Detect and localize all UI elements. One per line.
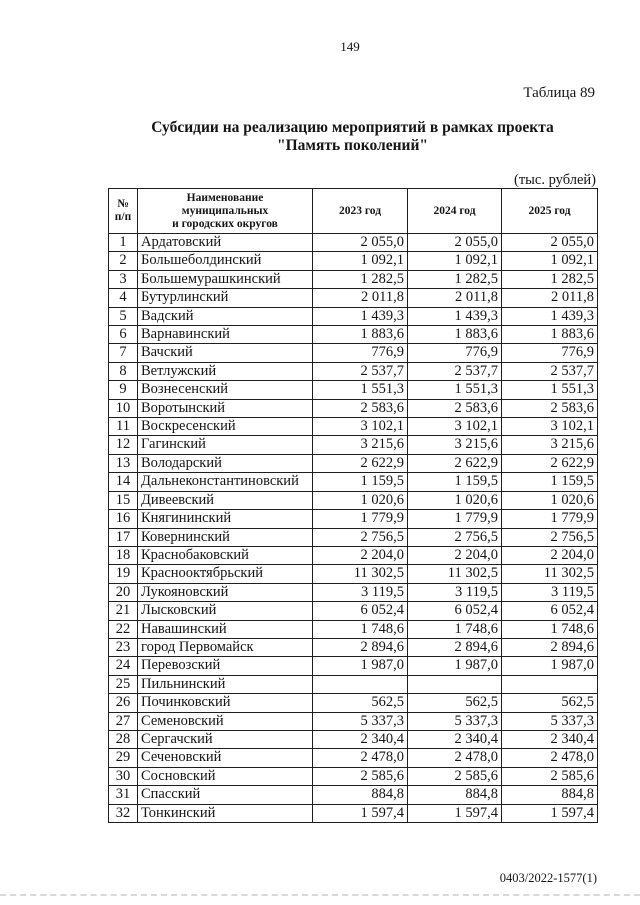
header-2024: 2024 год bbox=[408, 189, 502, 234]
cell-2024: 1 597,4 bbox=[408, 804, 502, 822]
cell-number: 26 bbox=[109, 694, 138, 712]
cell-2023: 5 337,3 bbox=[313, 712, 408, 730]
cell-2025: 3 102,1 bbox=[502, 418, 598, 436]
cell-2023: 2 011,8 bbox=[313, 289, 408, 307]
cell-2023: 2 894,6 bbox=[313, 638, 408, 656]
table-row bbox=[109, 694, 598, 712]
cell-2024: 2 894,6 bbox=[408, 638, 502, 656]
cell-2023: 1 551,3 bbox=[313, 381, 408, 399]
cell-2025: 1 020,6 bbox=[502, 491, 598, 509]
cell-2024: 3 215,6 bbox=[408, 436, 502, 454]
cell-district-name: Большемурашкинский bbox=[138, 270, 313, 288]
cell-2024: 1 883,6 bbox=[408, 326, 502, 344]
header-district-name bbox=[138, 189, 313, 234]
cell-2023: 1 439,3 bbox=[313, 307, 408, 325]
cell-2023: 2 583,6 bbox=[313, 399, 408, 417]
cell-2025: 6 052,4 bbox=[502, 602, 598, 620]
table-row bbox=[109, 657, 598, 675]
cell-district-name: Краснооктябрьский bbox=[138, 565, 313, 583]
cell-district-name: Ковернинский bbox=[138, 528, 313, 546]
cell-district-name: Перевозский bbox=[138, 657, 313, 675]
table-row bbox=[109, 418, 598, 436]
cell-number: 15 bbox=[109, 491, 138, 509]
cell-number: 24 bbox=[109, 657, 138, 675]
cell-district-name: Лысковский bbox=[138, 602, 313, 620]
cell-2024: 1 551,3 bbox=[408, 381, 502, 399]
table-row bbox=[109, 804, 598, 822]
cell-2025: 3 215,6 bbox=[502, 436, 598, 454]
cell-number: 28 bbox=[109, 730, 138, 748]
table-row bbox=[109, 344, 598, 362]
cell-2023: 1 159,5 bbox=[313, 473, 408, 491]
header-name-line-2: муниципальных bbox=[181, 204, 269, 217]
cell-2025: 2 585,6 bbox=[502, 767, 598, 785]
cell-district-name: Сергачский bbox=[138, 730, 313, 748]
table-row bbox=[109, 326, 598, 344]
table-row bbox=[109, 583, 598, 601]
cell-2024 bbox=[408, 675, 502, 693]
cell-2024: 884,8 bbox=[408, 786, 502, 804]
cell-2024: 1 748,6 bbox=[408, 620, 502, 638]
cell-2025: 884,8 bbox=[502, 786, 598, 804]
cell-2024: 5 337,3 bbox=[408, 712, 502, 730]
cell-2024: 2 756,5 bbox=[408, 528, 502, 546]
subsidies-table bbox=[108, 188, 598, 823]
header-number-line-2: п/п bbox=[114, 211, 132, 223]
cell-2024: 776,9 bbox=[408, 344, 502, 362]
cell-number: 16 bbox=[109, 510, 138, 528]
cell-district-name: Вадский bbox=[138, 307, 313, 325]
cell-2024: 3 119,5 bbox=[408, 583, 502, 601]
cell-district-name: Варнавинский bbox=[138, 326, 313, 344]
cell-number: 14 bbox=[109, 473, 138, 491]
header-2025: 2025 год bbox=[502, 189, 598, 234]
cell-number: 12 bbox=[109, 436, 138, 454]
cell-number: 21 bbox=[109, 602, 138, 620]
cell-2023: 1 282,5 bbox=[313, 270, 408, 288]
cell-district-name: Сосновский bbox=[138, 767, 313, 785]
cell-district-name: Гагинский bbox=[138, 436, 313, 454]
cell-2025: 2 340,4 bbox=[502, 730, 598, 748]
cell-number: 7 bbox=[109, 344, 138, 362]
header-row bbox=[109, 189, 598, 234]
units-note: (тыс. рублей) bbox=[514, 172, 596, 188]
title-line-1: Субсидии на реализацию мероприятий в рамках проекта bbox=[151, 119, 554, 136]
cell-number: 18 bbox=[109, 546, 138, 564]
cell-district-name: Княгининский bbox=[138, 510, 313, 528]
cell-number: 19 bbox=[109, 565, 138, 583]
cell-2023: 2 055,0 bbox=[313, 234, 408, 252]
cell-2024: 1 092,1 bbox=[408, 252, 502, 270]
cell-district-name: Тонкинский bbox=[138, 804, 313, 822]
cell-number: 29 bbox=[109, 749, 138, 767]
cell-2023: 1 092,1 bbox=[313, 252, 408, 270]
cell-2024: 2 585,6 bbox=[408, 767, 502, 785]
cell-district-name: Воскресенский bbox=[138, 418, 313, 436]
cell-2024: 1 779,9 bbox=[408, 510, 502, 528]
cell-2024: 2 583,6 bbox=[408, 399, 502, 417]
cell-2025: 2 478,0 bbox=[502, 749, 598, 767]
cell-2025: 1 883,6 bbox=[502, 326, 598, 344]
table-row bbox=[109, 436, 598, 454]
table-row bbox=[109, 381, 598, 399]
table-row bbox=[109, 767, 598, 785]
cell-2023: 1 883,6 bbox=[313, 326, 408, 344]
table-row bbox=[109, 712, 598, 730]
cell-2025: 562,5 bbox=[502, 694, 598, 712]
table-row bbox=[109, 528, 598, 546]
cell-district-name: Пильнинский bbox=[138, 675, 313, 693]
cell-2023: 1 779,9 bbox=[313, 510, 408, 528]
document-code: 0403/2022-1577(1) bbox=[499, 871, 597, 885]
cell-2025: 2 622,9 bbox=[502, 454, 598, 472]
cell-2025: 1 597,4 bbox=[502, 804, 598, 822]
table-row bbox=[109, 289, 598, 307]
cell-number: 3 bbox=[109, 270, 138, 288]
table-header bbox=[109, 189, 598, 234]
header-name-line-3: и городских округов bbox=[172, 217, 278, 230]
cell-number: 8 bbox=[109, 362, 138, 380]
cell-number: 20 bbox=[109, 583, 138, 601]
cell-2023: 562,5 bbox=[313, 694, 408, 712]
table-row bbox=[109, 638, 598, 656]
cell-number: 13 bbox=[109, 454, 138, 472]
page-number: 149 bbox=[340, 39, 360, 54]
cell-district-name: Семеновский bbox=[138, 712, 313, 730]
cell-2024: 562,5 bbox=[408, 694, 502, 712]
cell-2023: 2 537,7 bbox=[313, 362, 408, 380]
cell-2023: 1 020,6 bbox=[313, 491, 408, 509]
cell-2023: 2 622,9 bbox=[313, 454, 408, 472]
cell-number: 4 bbox=[109, 289, 138, 307]
table-row bbox=[109, 675, 598, 693]
cell-number: 10 bbox=[109, 399, 138, 417]
scan-artifact-line bbox=[0, 894, 640, 896]
cell-2023: 3 119,5 bbox=[313, 583, 408, 601]
cell-2025: 1 748,6 bbox=[502, 620, 598, 638]
cell-number: 5 bbox=[109, 307, 138, 325]
table-body bbox=[109, 234, 598, 823]
cell-district-name: Вачский bbox=[138, 344, 313, 362]
cell-district-name: Спасский bbox=[138, 786, 313, 804]
header-2023: 2023 год bbox=[313, 189, 408, 234]
cell-number: 30 bbox=[109, 767, 138, 785]
cell-2024: 1 159,5 bbox=[408, 473, 502, 491]
table-row bbox=[109, 602, 598, 620]
table-row bbox=[109, 454, 598, 472]
table-row bbox=[109, 252, 598, 270]
cell-2025 bbox=[502, 675, 598, 693]
cell-2023: 2 585,6 bbox=[313, 767, 408, 785]
cell-2024: 2 055,0 bbox=[408, 234, 502, 252]
cell-2023 bbox=[313, 675, 408, 693]
cell-2025: 3 119,5 bbox=[502, 583, 598, 601]
cell-2023: 2 478,0 bbox=[313, 749, 408, 767]
cell-2024: 2 011,8 bbox=[408, 289, 502, 307]
cell-number: 27 bbox=[109, 712, 138, 730]
cell-district-name: Навашинский bbox=[138, 620, 313, 638]
cell-number: 1 bbox=[109, 234, 138, 252]
table-row bbox=[109, 749, 598, 767]
cell-2024: 3 102,1 bbox=[408, 418, 502, 436]
table-row bbox=[109, 510, 598, 528]
cell-number: 32 bbox=[109, 804, 138, 822]
table-row bbox=[109, 362, 598, 380]
table-row bbox=[109, 270, 598, 288]
cell-2025: 2 204,0 bbox=[502, 546, 598, 564]
cell-district-name: Дальнеконстантиновский bbox=[138, 473, 313, 491]
cell-district-name: Ардатовский bbox=[138, 234, 313, 252]
cell-2025: 2 011,8 bbox=[502, 289, 598, 307]
cell-2025: 1 439,3 bbox=[502, 307, 598, 325]
cell-2024: 1 439,3 bbox=[408, 307, 502, 325]
cell-2023: 2 204,0 bbox=[313, 546, 408, 564]
cell-2025: 2 894,6 bbox=[502, 638, 598, 656]
cell-2023: 3 215,6 bbox=[313, 436, 408, 454]
cell-number: 22 bbox=[109, 620, 138, 638]
cell-number: 2 bbox=[109, 252, 138, 270]
cell-2025: 2 537,7 bbox=[502, 362, 598, 380]
cell-number: 9 bbox=[109, 381, 138, 399]
cell-2025: 5 337,3 bbox=[502, 712, 598, 730]
cell-district-name: Починковский bbox=[138, 694, 313, 712]
cell-2024: 1 020,6 bbox=[408, 491, 502, 509]
cell-2024: 2 478,0 bbox=[408, 749, 502, 767]
cell-district-name: Воротынский bbox=[138, 399, 313, 417]
cell-2023: 11 302,5 bbox=[313, 565, 408, 583]
cell-2023: 1 987,0 bbox=[313, 657, 408, 675]
cell-2025: 1 092,1 bbox=[502, 252, 598, 270]
cell-2024: 1 987,0 bbox=[408, 657, 502, 675]
cell-2023: 776,9 bbox=[313, 344, 408, 362]
table-row bbox=[109, 786, 598, 804]
cell-2025: 2 756,5 bbox=[502, 528, 598, 546]
cell-2024: 2 204,0 bbox=[408, 546, 502, 564]
table-row bbox=[109, 234, 598, 252]
table-label: Таблица 89 bbox=[523, 85, 595, 101]
cell-district-name: Краснобаковский bbox=[138, 546, 313, 564]
cell-2023: 1 748,6 bbox=[313, 620, 408, 638]
document-title bbox=[108, 119, 597, 155]
cell-number: 25 bbox=[109, 675, 138, 693]
cell-district-name: Володарский bbox=[138, 454, 313, 472]
cell-2025: 2 055,0 bbox=[502, 234, 598, 252]
cell-2023: 884,8 bbox=[313, 786, 408, 804]
cell-2025: 776,9 bbox=[502, 344, 598, 362]
table-row bbox=[109, 307, 598, 325]
cell-2025: 1 282,5 bbox=[502, 270, 598, 288]
cell-2024: 1 282,5 bbox=[408, 270, 502, 288]
cell-district-name: город Первомайск bbox=[138, 638, 313, 656]
cell-2024: 2 340,4 bbox=[408, 730, 502, 748]
cell-number: 23 bbox=[109, 638, 138, 656]
table-row bbox=[109, 491, 598, 509]
cell-district-name: Вознесенский bbox=[138, 381, 313, 399]
cell-2024: 2 622,9 bbox=[408, 454, 502, 472]
cell-2025: 1 779,9 bbox=[502, 510, 598, 528]
cell-2025: 2 583,6 bbox=[502, 399, 598, 417]
cell-2023: 3 102,1 bbox=[313, 418, 408, 436]
table-row bbox=[109, 399, 598, 417]
cell-2025: 11 302,5 bbox=[502, 565, 598, 583]
cell-2024: 6 052,4 bbox=[408, 602, 502, 620]
table-row bbox=[109, 730, 598, 748]
cell-2023: 1 597,4 bbox=[313, 804, 408, 822]
title-line-2: "Память поколений" bbox=[277, 137, 428, 154]
cell-number: 31 bbox=[109, 786, 138, 804]
cell-district-name: Большеболдинский bbox=[138, 252, 313, 270]
cell-number: 6 bbox=[109, 326, 138, 344]
header-number-line-1: № bbox=[117, 198, 129, 210]
cell-2023: 6 052,4 bbox=[313, 602, 408, 620]
table-row bbox=[109, 473, 598, 491]
header-name-line-1: Наименование bbox=[186, 191, 264, 204]
cell-2024: 2 537,7 bbox=[408, 362, 502, 380]
cell-2024: 11 302,5 bbox=[408, 565, 502, 583]
cell-2023: 2 756,5 bbox=[313, 528, 408, 546]
table-row bbox=[109, 620, 598, 638]
cell-district-name: Дивеевский bbox=[138, 491, 313, 509]
cell-number: 11 bbox=[109, 418, 138, 436]
cell-2025: 1 987,0 bbox=[502, 657, 598, 675]
cell-number: 17 bbox=[109, 528, 138, 546]
cell-district-name: Лукояновский bbox=[138, 583, 313, 601]
cell-2025: 1 551,3 bbox=[502, 381, 598, 399]
cell-district-name: Ветлужский bbox=[138, 362, 313, 380]
header-number bbox=[109, 189, 138, 234]
table-row bbox=[109, 565, 598, 583]
cell-2023: 2 340,4 bbox=[313, 730, 408, 748]
cell-2025: 1 159,5 bbox=[502, 473, 598, 491]
cell-district-name: Сеченовский bbox=[138, 749, 313, 767]
table-row bbox=[109, 546, 598, 564]
cell-district-name: Бутурлинский bbox=[138, 289, 313, 307]
